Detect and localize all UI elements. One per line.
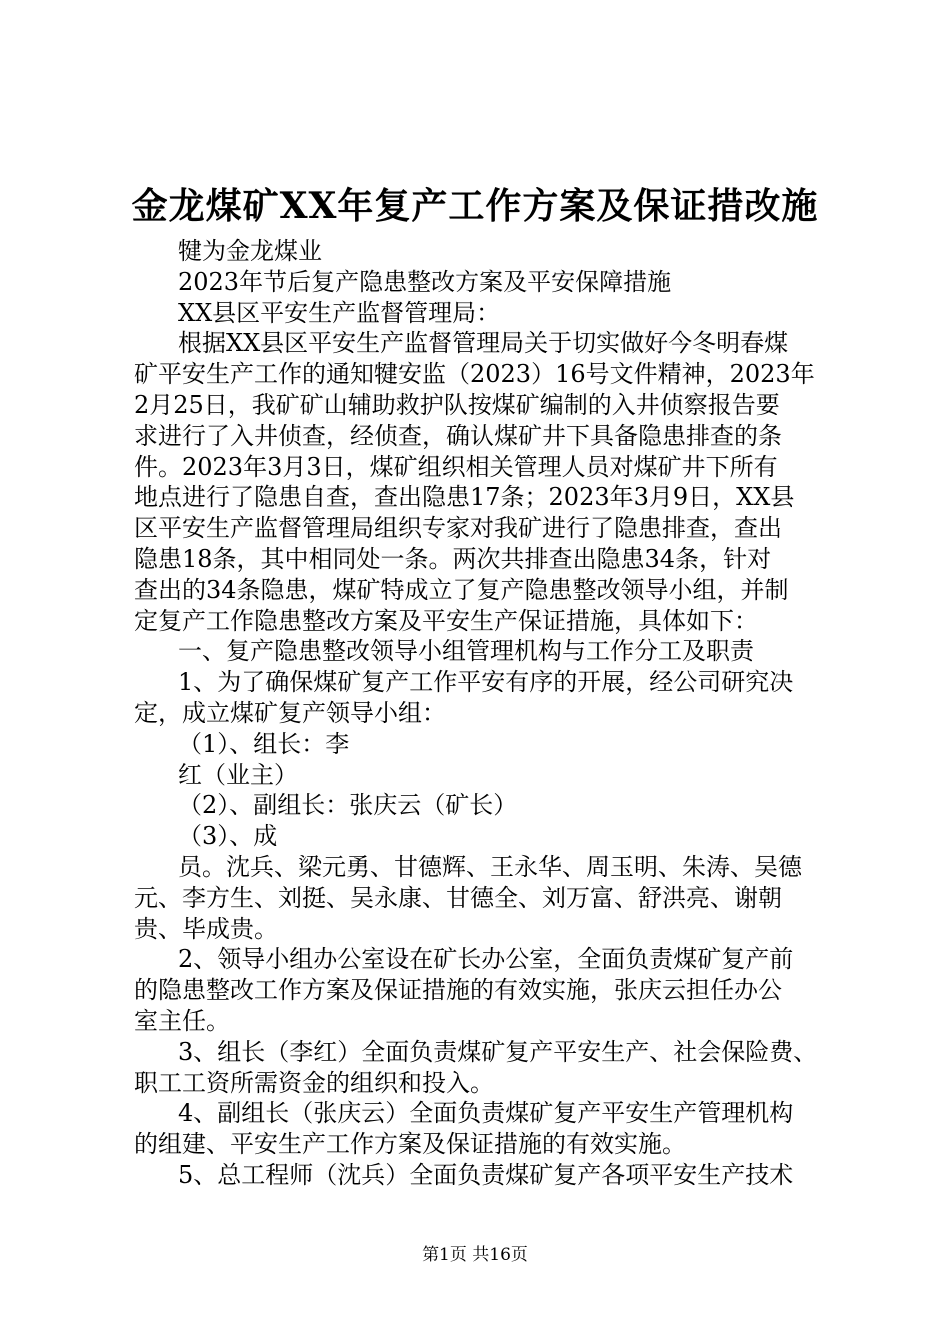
text-line: （3）、成 xyxy=(178,822,278,851)
document-body xyxy=(134,236,834,1191)
text-line: 1、为了确保煤矿复产工作平安有序的开展，经公司研究决 xyxy=(178,668,794,697)
text-line: 红（业主） xyxy=(178,760,298,789)
text-line: 贵、毕成贵。 xyxy=(134,914,278,943)
text-line: 定，成立煤矿复产领导小组： xyxy=(134,698,446,727)
text-line: 查出的34条隐患，煤矿特成立了复产隐患整改领导小组，并制 xyxy=(134,575,789,604)
text-line: 室主任。 xyxy=(134,1006,230,1035)
text-line: 定复产工作隐患整改方案及平安生产保证措施，具体如下： xyxy=(134,606,758,635)
text-line: 元、李方生、刘挺、吴永康、甘德全、刘万富、舒洪亮、谢朝 xyxy=(134,883,782,912)
text-line: 隐患18条，其中相同处一条。两次共排查出隐患34条，针对 xyxy=(134,544,772,573)
text-line: （2）、副组长：张庆云（矿长） xyxy=(178,791,518,820)
document-title: 金龙煤矿XX年复产工作方案及保证措改施 xyxy=(131,185,819,227)
text-line: 员。沈兵、梁元勇、甘德辉、王永华、周玉明、朱涛、吴德 xyxy=(178,852,802,881)
text-line: 的组建、平安生产工作方案及保证措施的有效实施。 xyxy=(134,1130,686,1159)
text-line: （1）、组长：李 xyxy=(178,729,350,758)
text-line: 犍为金龙煤业 xyxy=(178,237,322,265)
text-line: 求进行了入井侦查，经侦查，确认煤矿井下具备隐患排查的条 xyxy=(134,421,782,450)
text-line: 矿平安生产工作的通知犍安监（2023）16号文件精神，2023年 xyxy=(134,360,815,389)
text-line: XX县区平安生产监督管理局： xyxy=(178,298,501,327)
page-footer: 第1页 共16页 xyxy=(422,1245,528,1265)
text-line: 地点进行了隐患自查，查出隐患17条；2023年3月9日，XX县 xyxy=(134,483,795,512)
text-line: 2、领导小组办公室设在矿长办公室，全面负责煤矿复产前 xyxy=(178,945,794,974)
text-line: 一、复产隐患整改领导小组管理机构与工作分工及职责 xyxy=(178,637,754,666)
text-line: 2023年节后复产隐患整改方案及平安保障措施 xyxy=(178,267,672,296)
text-line: 根据XX县区平安生产监督管理局关于切实做好今冬明春煤 xyxy=(178,329,789,358)
text-line: 职工工资所需资金的组织和投入。 xyxy=(134,1068,494,1097)
text-line: 5、总工程师（沈兵）全面负责煤矿复产各项平安生产技术 xyxy=(178,1160,794,1189)
text-line: 的隐患整改工作方案及保证措施的有效实施，张庆云担任办公 xyxy=(134,976,782,1005)
text-line: 件。2023年3月3日，煤矿组织相关管理人员对煤矿井下所有 xyxy=(134,452,778,481)
text-line: 3、组长（李红）全面负责煤矿复产平安生产、社会保险费、 xyxy=(178,1037,818,1066)
text-line: 区平安生产监督管理局组织专家对我矿进行了隐患排查，查出 xyxy=(134,514,782,543)
text-line: 2月25日，我矿矿山辅助救护队按煤矿编制的入井侦察报告要 xyxy=(134,390,780,419)
text-line: 4、副组长（张庆云）全面负责煤矿复产平安生产管理机构 xyxy=(178,1099,794,1128)
